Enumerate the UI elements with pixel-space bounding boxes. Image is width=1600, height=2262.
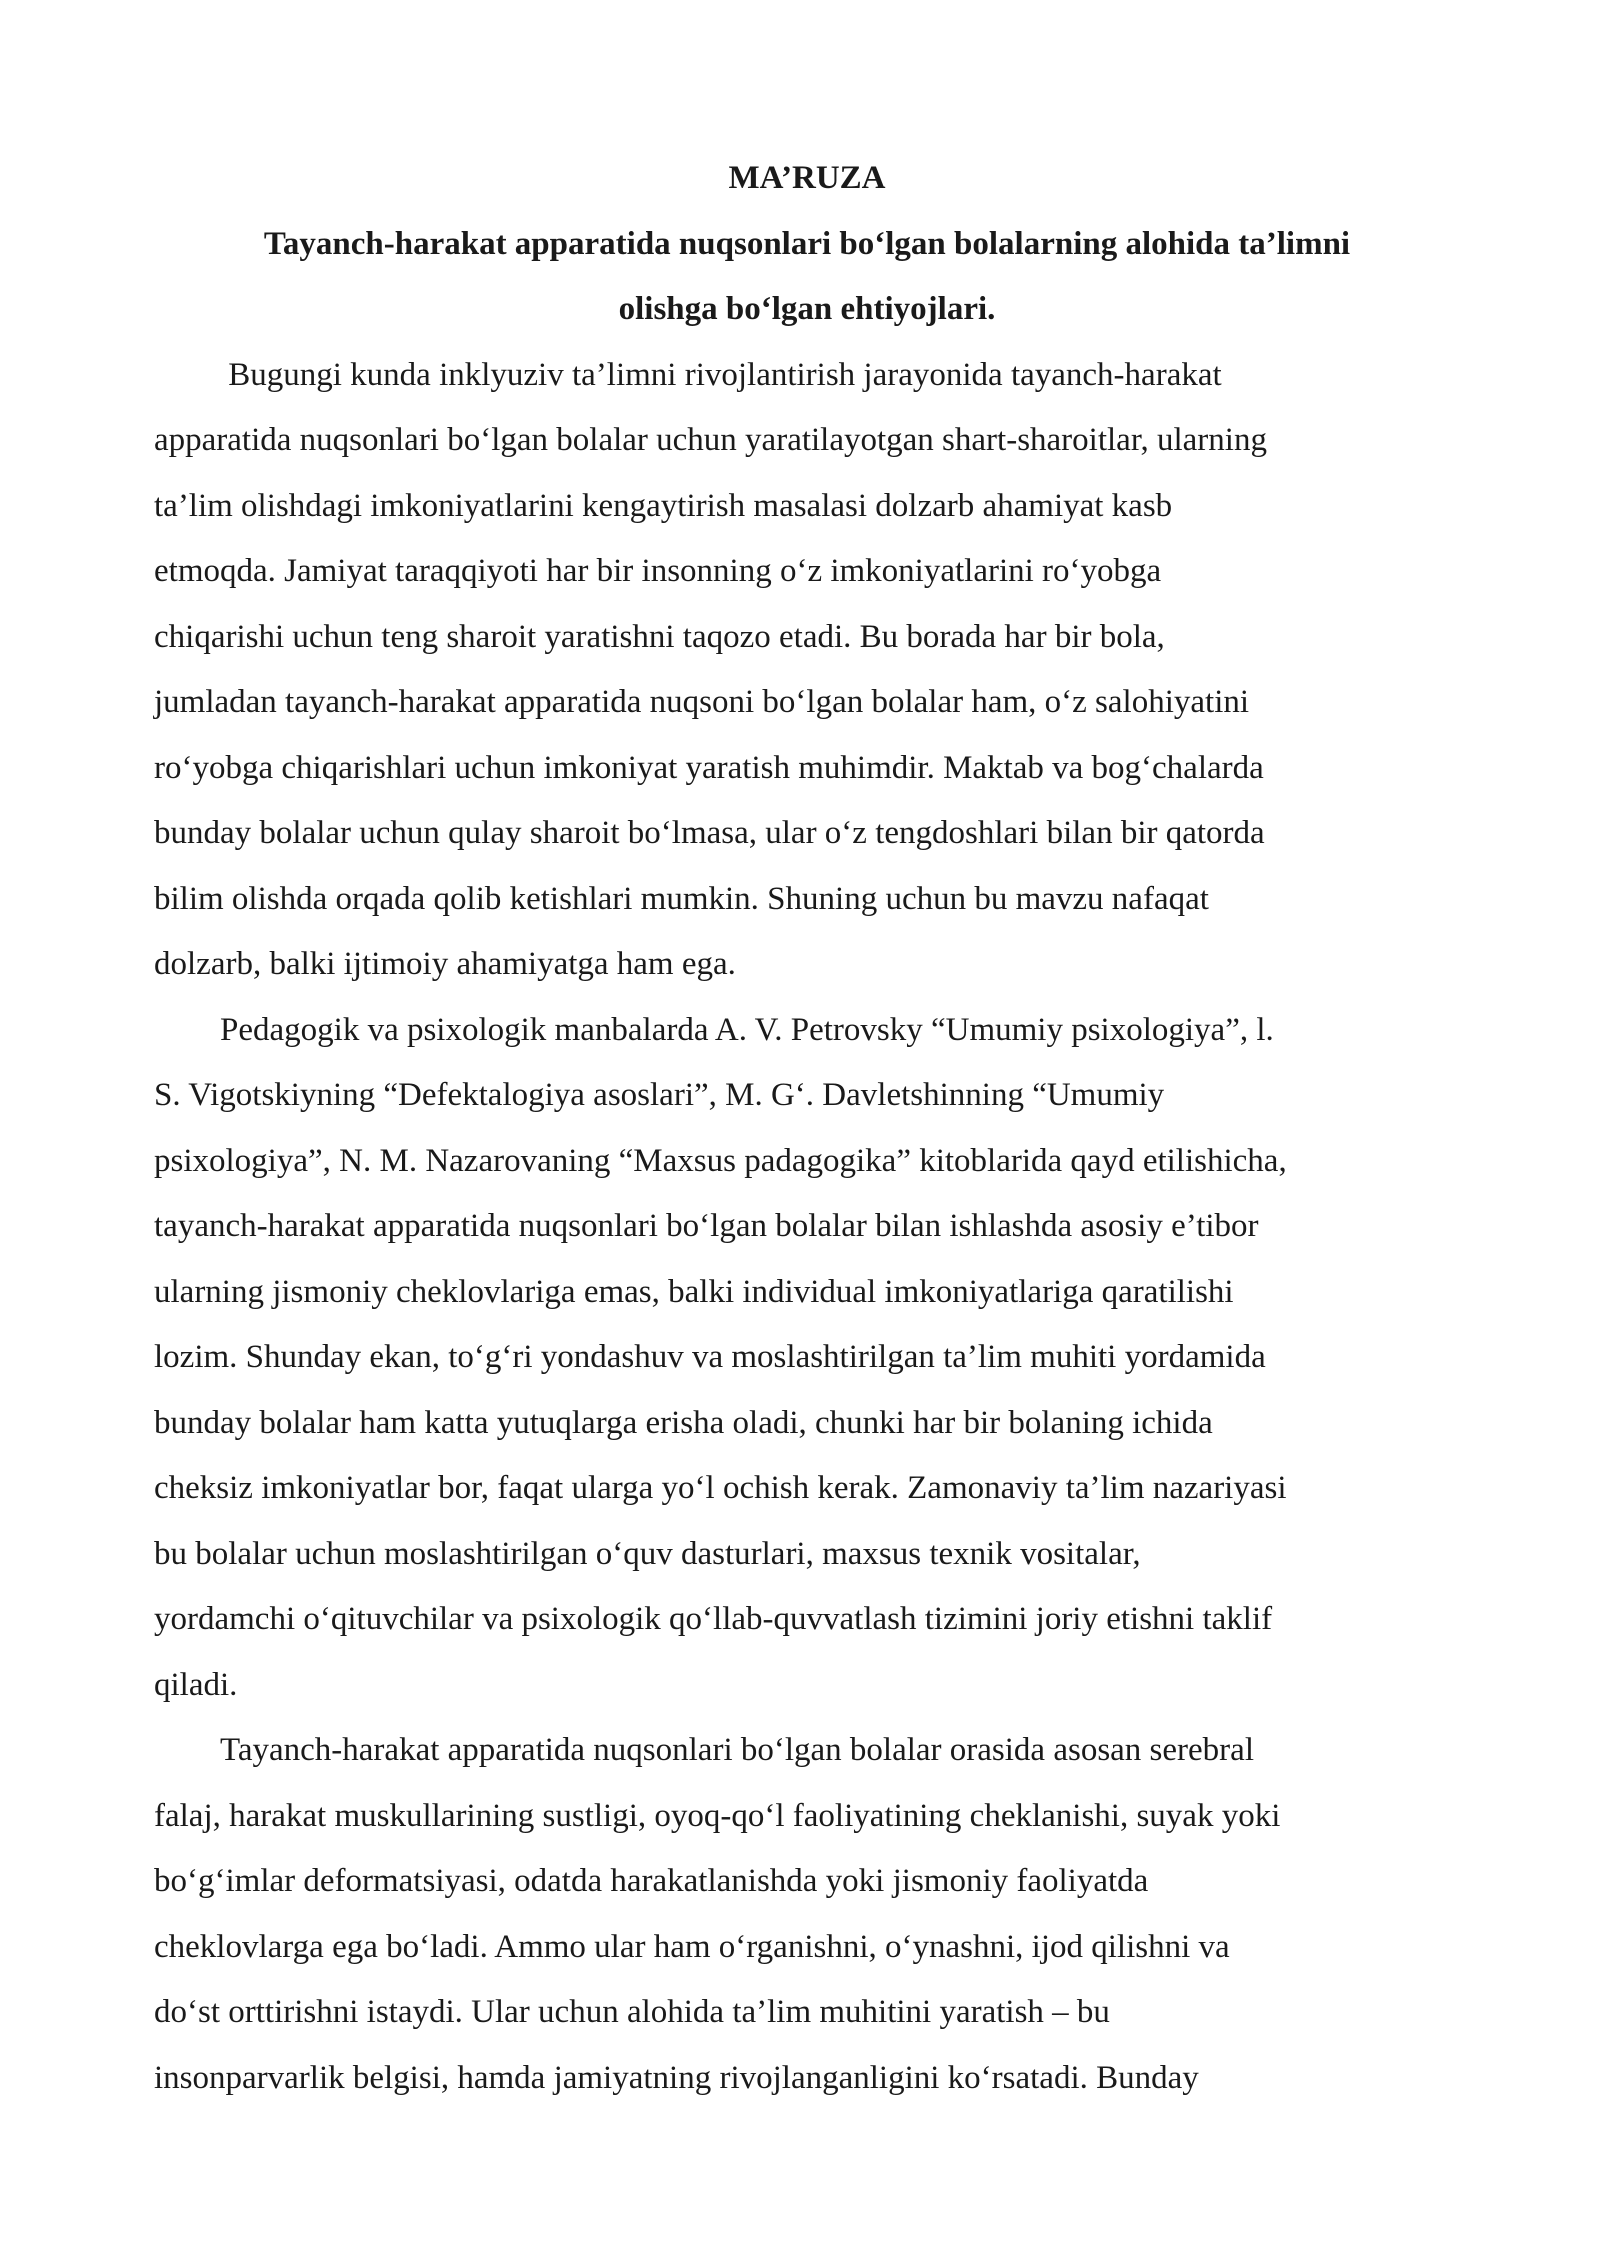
paragraph-line: S. Vigotskiyning “Defektalogiya asoslari”, M. G‘. Davletshinning “Umumiy xyxy=(154,1077,1165,1113)
paragraph-1 xyxy=(154,343,1460,998)
paragraph-line: insonparvarlik belgisi, hamda jamiyatning rivojlanganligini ko‘rsatadi. Bunday xyxy=(154,2059,1199,2096)
document-subtitle xyxy=(154,212,1460,343)
paragraph-3 xyxy=(154,1718,1460,2111)
paragraph-line: ta’lim olishdagi imkoniyatlarini kengaytirish masalasi dolzarb ahamiyat kasb xyxy=(154,487,1173,524)
paragraph-line: qiladi. xyxy=(154,1666,238,1703)
paragraph-line: bunday bolalar ham katta yutuqlarga erisha oladi, chunki har bir bolaning ichida xyxy=(154,1404,1213,1441)
paragraph-line: bunday bolalar uchun qulay sharoit bo‘lmasa, ular o‘z tengdoshlari bilan bir qatorda xyxy=(154,815,1265,851)
paragraph-line: ularning jismoniy cheklovlariga emas, balki individual imkoniyatlariga qaratilishi xyxy=(154,1273,1234,1310)
paragraph-line: bilim olishda orqada qolib ketishlari mumkin. Shuning uchun bu mavzu nafaqat xyxy=(154,880,1209,917)
paragraph-line: tayanch-harakat apparatida nuqsonlari bo‘lgan bolalar bilan ishlashda asosiy e’tibor xyxy=(154,1208,1259,1244)
subtitle-line: Tayanch-harakat apparatida nuqsonlari bo‘lgan bolalarning alohida ta’limni xyxy=(263,225,1351,262)
paragraph-line: lozim. Shunday ekan, to‘g‘ri yondashuv va moslashtirilgan ta’lim muhiti yordamida xyxy=(154,1339,1266,1375)
document-heading: MA’RUZA xyxy=(728,160,886,196)
paragraph-2 xyxy=(154,998,1460,1719)
paragraph-line: cheksiz imkoniyatlar bor, faqat ularga yo‘l ochish kerak. Zamonaviy ta’lim nazariyasi xyxy=(154,1470,1287,1506)
subtitle-line: olishga bo‘lgan ehtiyojlari. xyxy=(618,291,996,327)
paragraph-line: jumladan tayanch-harakat apparatida nuqsoni bo‘lgan bolalar ham, o‘z salohiyatini xyxy=(154,684,1250,720)
paragraph-line: yordamchi o‘qituvchilar va psixologik qo‘llab-quvvatlash tizimini joriy etishni taklif xyxy=(154,1601,1273,1637)
paragraph-line: bu bolalar uchun moslashtirilgan o‘quv dasturlari, maxsus texnik vositalar, xyxy=(154,1535,1141,1572)
paragraph-line: chiqarishi uchun teng sharoit yaratishni taqozo etadi. Bu borada har bir bola, xyxy=(154,618,1165,655)
document-body xyxy=(154,146,1460,2111)
paragraph-line: psixologiya”, N. M. Nazarovaning “Maxsus padagogika” kitoblarida qayd etilishicha, xyxy=(154,1142,1287,1179)
paragraph-line: Pedagogik va psixologik manbalarda A. V. Petrovsky “Umumiy psixologiya”, l. xyxy=(220,1011,1274,1048)
paragraph-line: etmoqda. Jamiyat taraqqiyoti har bir insonning o‘z imkoniyatlarini ro‘yobga xyxy=(154,553,1162,589)
paragraph-line: bo‘g‘imlar deformatsiyasi, odatda harakatlanishda yoki jismoniy faoliyatda xyxy=(154,1863,1149,1899)
paragraph-line: Tayanch-harakat apparatida nuqsonlari bo‘lgan bolalar orasida asosan serebral xyxy=(220,1732,1254,1768)
paragraph-line: apparatida nuqsonlari bo‘lgan bolalar uchun yaratilayotgan shart-sharoitlar, ularning xyxy=(154,422,1267,458)
paragraph-line: Bugungi kunda inklyuziv ta’limni rivojlantirish jarayonida tayanch-harakat xyxy=(220,356,1222,393)
paragraph-line: dolzarb, balki ijtimoiy ahamiyatga ham ega. xyxy=(154,946,736,982)
paragraph-line: falaj, harakat muskullarining sustligi, oyoq-qo‘l faoliyatining cheklanishi, suyak yoki xyxy=(154,1797,1281,1834)
paragraph-line: cheklovlarga ega bo‘ladi. Ammo ular ham o‘rganishni, o‘ynashni, ijod qilishni va xyxy=(154,1928,1230,1965)
paragraph-line: ro‘yobga chiqarishlari uchun imkoniyat yaratish muhimdir. Maktab va bog‘chalarda xyxy=(154,749,1264,786)
paragraph-line: do‘st orttirishni istaydi. Ular uchun alohida ta’lim muhitini yaratish – bu xyxy=(154,1994,1110,2030)
